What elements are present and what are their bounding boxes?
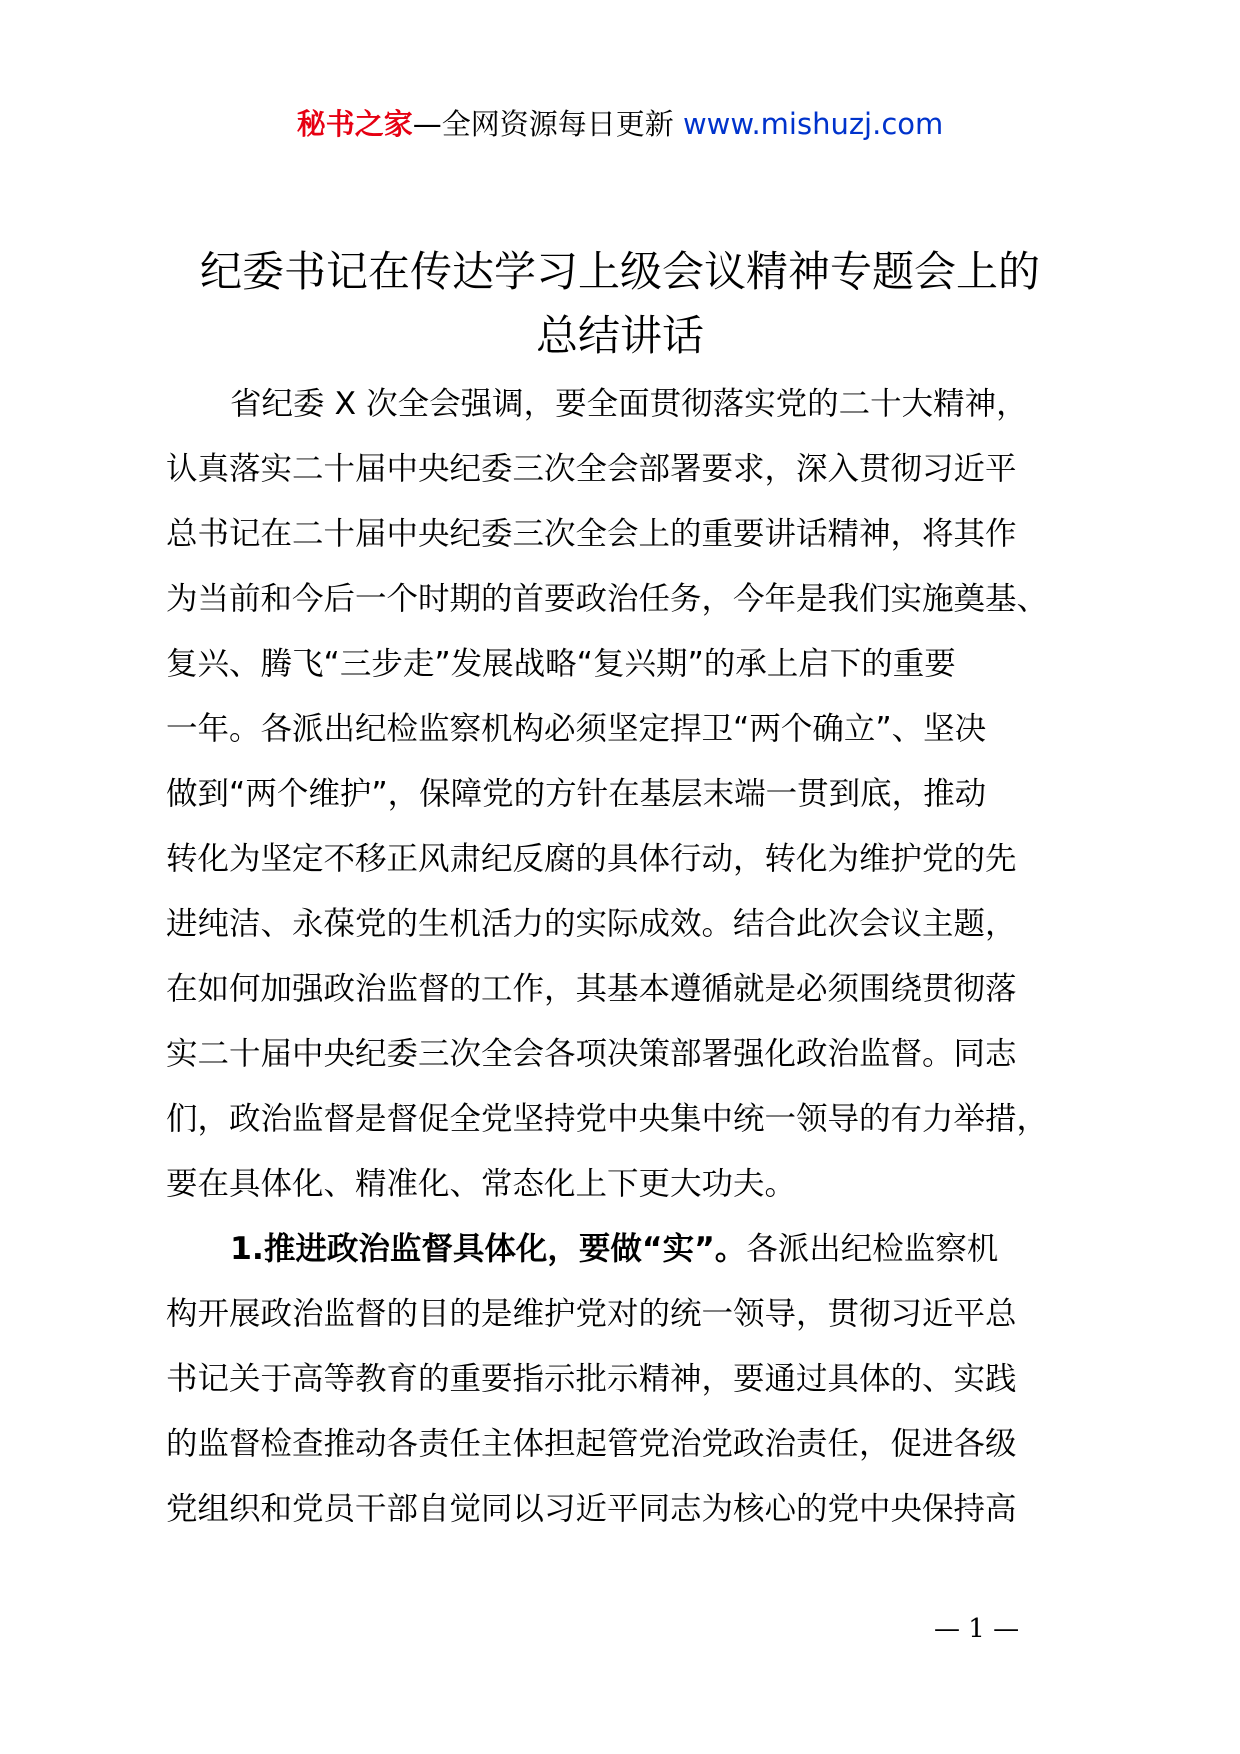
banner-tagline: —全网资源每日更新 (412, 107, 674, 141)
title-line-1: 纪委书记在传达学习上级会议精神专题会上的 (199, 247, 1040, 296)
paragraph-line: 为当前和今后一个时期的首要政治任务，今年是我们实施奠基、 (166, 581, 1049, 617)
section-heading: 1.推进政治监督具体化，要做“实”。 (230, 1231, 747, 1267)
paragraph-line: 转化为坚定不移正风肃纪反腐的具体行动，转化为维护党的先 (166, 841, 1017, 877)
brand-name: 秘书之家 (296, 107, 413, 141)
paragraph-line: 总书记在二十届中央纪委三次全会上的重要讲话精神，将其作 (166, 516, 1017, 552)
paragraph-line: 在如何加强政治监督的工作，其基本遵循就是必须围绕贯彻落 (166, 971, 1017, 1007)
paragraph-line: 复兴、腾飞“三步走”发展战略“复兴期”的承上启下的重要 (166, 646, 956, 682)
paragraph-line: 进纯洁、永葆党的生机活力的实际成效。结合此次会议主题， (166, 906, 1017, 942)
paragraph-line: 要在具体化、精准化、常态化上下更大功夫。 (166, 1166, 797, 1202)
paragraph-line: 实二十届中央纪委三次全会各项决策部署强化政治监督。同志 (166, 1036, 1017, 1072)
page-number: — 1 — (934, 1614, 1020, 1644)
site-banner (0, 104, 1240, 144)
title-line-2: 总结讲话 (535, 311, 704, 360)
paragraph-line: 党组织和党员干部自觉同以习近平同志为核心的党中央保持高 (166, 1491, 1017, 1527)
section-text: 各派出纪检监察机 (746, 1231, 999, 1267)
paragraph-line: 省纪委 X 次全会强调，要全面贯彻落实党的二十大精神， (230, 386, 1028, 422)
paragraph-line: 做到“两个维护”，保障党的方针在基层末端一贯到底，推动 (166, 776, 987, 812)
paragraph-line: 构开展政治监督的目的是维护党对的统一领导，贯彻习近平总 (166, 1296, 1017, 1332)
paragraph-line (166, 1217, 1096, 1282)
document-body (166, 372, 1096, 1542)
paragraph-section-1 (166, 1217, 1096, 1542)
paragraph-intro (166, 372, 1096, 1217)
paragraph-line: 一年。各派出纪检监察机构必须坚定捍卫“两个确立”、坚决 (166, 711, 987, 747)
paragraph-line: 们，政治监督是督促全党坚持党中央集中统一领导的有力举措， (166, 1101, 1049, 1137)
document-title (150, 240, 1090, 368)
paragraph-line: 的监督检查推动各责任主体担起管党治党政治责任，促进各级 (166, 1426, 1017, 1462)
site-url-link[interactable]: www.mishuzj.com (682, 107, 944, 141)
paragraph-line: 书记关于高等教育的重要指示批示精神，要通过具体的、实践 (166, 1361, 1017, 1397)
paragraph-line: 认真落实二十届中央纪委三次全会部署要求，深入贯彻习近平 (166, 451, 1017, 487)
